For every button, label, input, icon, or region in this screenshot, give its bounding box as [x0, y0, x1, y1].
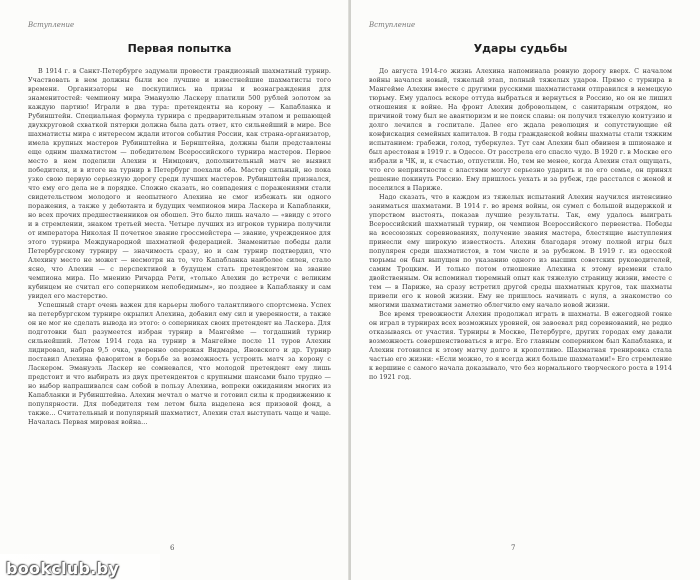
page-number: 7 [511, 544, 516, 552]
page-number: 6 [170, 544, 175, 552]
paragraph: В 1914 г. в Санкт-Петербурге задумали провести грандиозный шахматный турнир. Участвовать в нем должны были все лучшие и известнейшие шахматисты того времени. Организаторы не поскупились на призы и вознаграждения для знаменитостей: чемпиону мира Эмануэлю Ласкеру платили 500 рублей золотом за каждую партию! Играли в два тура: претенденты на корону — Капабланка и Рубинштейн. Специальная формула турнира с предварительным этапом и решающей двухкруговой схваткой пятерки должна была дать ответ, кто сильнейший в мире. Все шахматисты мира с интересом ждали итогов события России, как страна-организатор, имела крупных мастеров Рубинштейна и Бернштейна, должны были представлены еще одним шахматистом — победителем Всероссийского турнира мастеров. Первое место в нем поделили Алехин и Нимцович, дополнительный матч не выявил победителя, и в итоге на турнир в Петербург поехали оба. Мастер сильный, но пока узко свою первую серьезную дорогу среди лучших мастеров. Рубинштейн признался, что ему его дела не в порядке. Сложно сказать, но совпадения с поражениями стали свидетельством молодого и неопытного Алехина не смог избежать ни одного поражения, а также у дебютанта и будущих чемпионов мира Ласкера и Капабланки, но всех прочих предшественников он обошел. Это было лишь начало — «ввиду с этого и в стремлении, знаком третьей места. Четыре лучших из игроков турнира получили от императора Николая II почетное звание гроссмейстера — звание, учрежденное для этого турнира Международной шахматной федерацией. Знаменитые победы дали Петербургскому турниру — значимость сразу, но и сам турнир подтвердил, что Алехину место не может — несмотря на то, что Капабланка наиболее силен, стало ясно, что Алехин — с перспективой в будущем стать претендентом на звание чемпиона мира. По мнению Ричарда Рети, «только Алехин до встречи с великим кубинцем не считал его соперником непобедимым», но позднее в Капабланку и сам увидел его мастерство. [28, 67, 331, 300]
paragraph: Успешный старт очень важен для карьеры любого талантливого спортсмена. Успех на петербургском турнире окрылил Алехина, добавил ему сил и уверенности, а также он не мог не сделать вывода из этого: о соперниках своих претендент на Ласкера. Для подготовки был разумеется избран турнир в Мангейме — тогдашний турнир сильнейший. Летом 1914 года на турнир в Мангейме после 11 туров Алехин лидировал, набрав 9,5 очка, уверенно опережая Видмара, Яновского и др. Турнир поставил Алехина фаворитом в борьбе за возможность устроить матч за корону с Ласкером. Эмануэль Ласкер не сомневался, что молодой претендент ему лишь предстоит и что выбирать из двух претендентов с крупными шансами было трудно — но выбор напрашивался сам собой в пользу Алехина, вопреки ожиданиям многих из Капабланки и Рубинштейна. Алехин мечтал о матче и готовил силы к продвижению к популярности. Для победителя тем летом была выделена вся призовой фонд, а также... Считательный и популярный шахматист, Алехин стал выступать чаще и чаще. Началась Первая мировая война... [28, 301, 331, 426]
watermark-text: bookclub.by [6, 559, 120, 578]
paragraph: Все время тревожности Алехин продолжал играть в шахматы. В ежегодной гонке он играл в турнирах всех возможных уровней, он завоевал ряд соревнований, не редко отказываясь от участия. Турниры в Москве, Петербурге, других городах ему давали возможность совершенствоваться в игре. Его главным соперником был Капабланка, и Алехин готовился к этому матчу долго и кропотливо. Шахматная тренировка стала частью его жизни: «Если можно, то я всегда жил больше шахматами!» Его стремление к вершине с самого начала доказывало, что без нормального творческого роста в 1914 по 1921 год. [369, 310, 672, 381]
left-page [0, 0, 349, 580]
body-text [369, 67, 672, 382]
right-page [351, 0, 700, 580]
running-head: Вступление [369, 21, 416, 29]
paragraph: До августа 1914-го жизнь Алехина напоминала ровную дорогу вверх. С началом войны начался новый, тяжелый этап, полный тяжелых ударов. Прямо с турнира в Мангейме Алехин вместе с другими русскими шахматистами отправился в немецкую тюрьму. Ему удалось вскоре оттуда выбраться и вернуться в Россию, но он не лишил отношения к войне. На фронт Алехин добровольцем, с санитарным отрядом, но причиной тому был не авантюризм и не поиск славы: он получил тяжелую контузию и долго лечился в госпитале. Далее его ждала революция и сопутствующие ей конфискация семейных капиталов. В годы гражданской войны шахматы стали тяжким испытанием: грабежи, голод, туберкулез. Тут сам Алехин был обвинен в шпионаже и был арестован в 1919 г. в Одессе. От расстрела его спасло чудо. В 1920 г. в Москве его избрали в ЧК, и, к счастью, отпустили. Но, тем не менее, когда Алехин стал ощущать, что его неприятности с властями могут серьезно ударить и по его семье, он принял решение покинуть Россию. Ему пришлось уехать и за рубеж, где расстался с женой и поселился в Париже. [369, 67, 672, 192]
chapter-title: Первая попытка [127, 42, 232, 55]
watermark [0, 554, 160, 580]
chapter-title: Удары судьбы [473, 42, 568, 55]
body-text [28, 67, 331, 427]
paragraph: Надо сказать, что в каждом из тяжелых испытаний Алехин научился интенсивно заниматься шахматами. В 1914 г. во время войны, он сумел с большой выдержкой и упорством выстоять, показав лучшие результаты. Так, ему удалось выиграть Всероссийский шахматный турнир, он чемпион Всероссийского первенства. Победы на всесоюзных соревнованиях, получение звания мастера, блестящие выступления принесли ему широкую известность. Алехин благодаря этому полной игры был популярен среди шахматистов, в том числе и за рубежом. В 1919 г. из одесской тюрьмы он был выпущен по указанию одного из высших советских руководителей, самим Троцким. И только потом отношение Алехина к этому времени стало двойственным. Он вспоминал тюремный опыт как тяжелую страницу жизни, вместе с тем — в Париже, на сразу встретил другой среды шахматных кругов, так шахматы привели его к новой жизни. Ему не пришлось начинать с нуля, а знакомство со многими шахматистами заметно облегчило ему начало новой жизни. [369, 193, 672, 309]
running-head: Вступление [28, 21, 75, 29]
